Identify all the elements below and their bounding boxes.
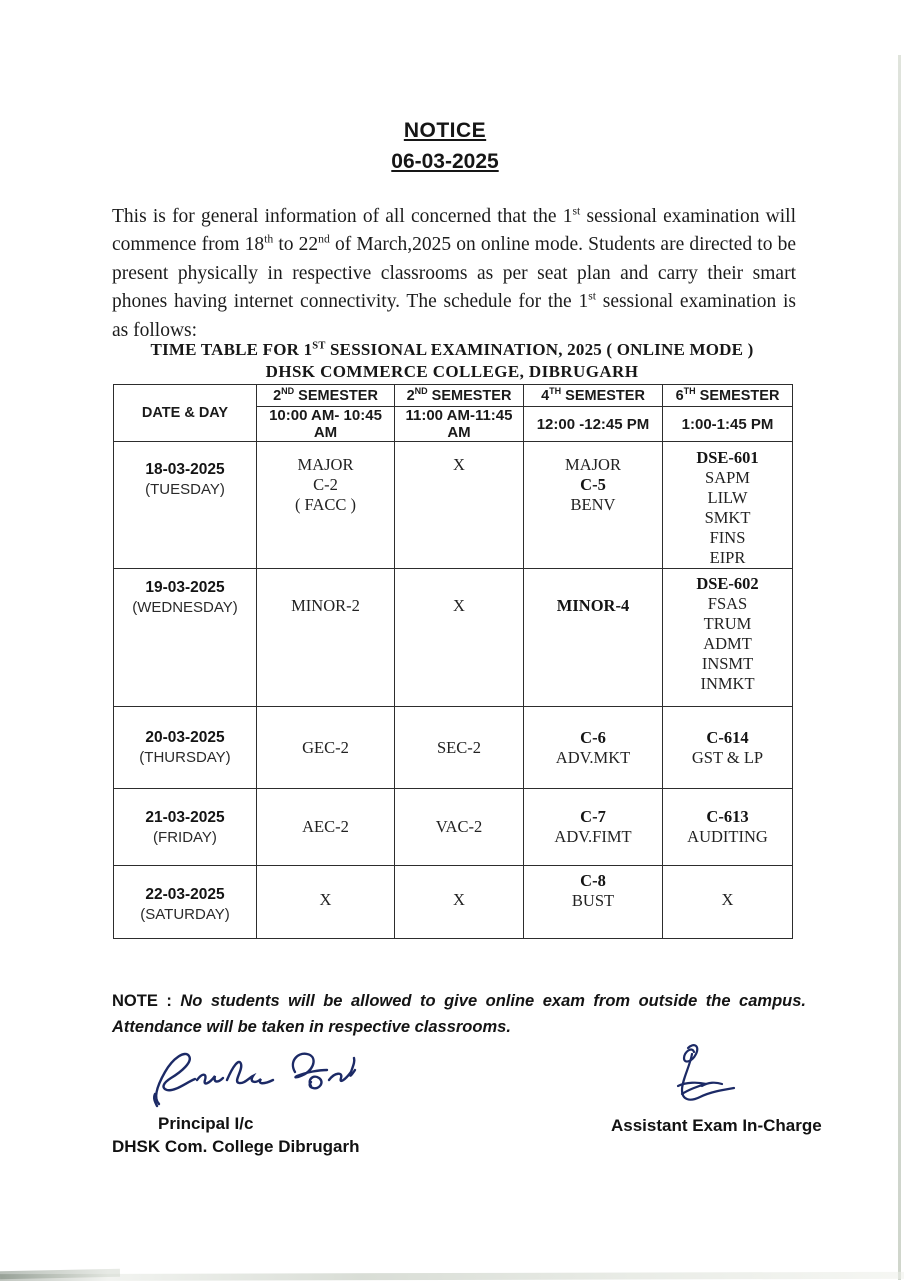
- time-header: [663, 407, 793, 442]
- subject-cell: [524, 442, 663, 569]
- subject-cell: [257, 707, 395, 789]
- subject-line: BUST: [571, 891, 615, 910]
- time-header: [524, 407, 663, 442]
- exam-day: (TUESDAY): [145, 481, 225, 498]
- subject-line: C-7: [580, 807, 606, 826]
- time-line: 10:00 AM- 10:45: [269, 407, 382, 424]
- subject-cell: [395, 442, 524, 569]
- subject-cell: [395, 707, 524, 789]
- time-line: 12:00 -12:45 PM: [536, 415, 650, 433]
- intro-paragraph: [112, 203, 796, 346]
- subject-cell: [395, 569, 524, 707]
- notice-date: 06-03-2025: [391, 150, 499, 173]
- date-cell: [114, 442, 257, 569]
- text-segment: This is for general information of all concerned that the 1: [112, 205, 573, 227]
- timetable: [113, 384, 793, 939]
- table-row: [114, 442, 793, 569]
- subject-line: EIPR: [709, 548, 746, 567]
- subject-line: GST & LP: [691, 747, 764, 767]
- subject-line: X: [453, 455, 465, 474]
- subject-line: TRUM: [703, 614, 752, 633]
- semester-header: 2ND SEMESTER: [395, 385, 524, 407]
- principal-signature: [145, 1046, 360, 1112]
- subject-cell: [524, 707, 663, 789]
- subject-cell: [257, 569, 395, 707]
- table-row: [114, 707, 793, 789]
- subject-line: DSE-601: [696, 448, 759, 467]
- exam-day: (WEDNESDAY): [132, 599, 238, 616]
- principal-org: DHSK Com. College Dibrugarh: [112, 1137, 360, 1156]
- exam-date: 18-03-2025: [145, 461, 225, 478]
- note-text: No students will be allowed to give online exam from outside the campus. Attendance will be taken in respective classrooms.: [112, 991, 806, 1036]
- subject-line: X: [453, 596, 465, 615]
- subject-line: GEC-2: [302, 737, 349, 757]
- subject-line: C-613: [706, 807, 749, 826]
- text-segment: SESSIONAL EXAMINATION, 2025 ( ONLINE MODE ): [325, 340, 754, 359]
- exam-date: 22-03-2025: [145, 886, 225, 903]
- semester-header: 6TH SEMESTER: [663, 385, 793, 407]
- subject-line: BENV: [570, 495, 616, 514]
- subject-cell: [663, 707, 793, 789]
- superscript-text: st: [572, 204, 581, 217]
- text-segment: to 22: [273, 234, 319, 256]
- subject-cell: [663, 789, 793, 866]
- subject-line: FINS: [709, 528, 746, 547]
- date-cell: [114, 789, 257, 866]
- subject-line: MAJOR: [297, 455, 354, 474]
- subject-cell: [257, 866, 395, 939]
- text-segment: sessional examination will commence from 18: [112, 205, 797, 256]
- text-segment: sessional examination is as follows:: [112, 291, 796, 341]
- timetable-container: [113, 384, 793, 939]
- subject-cell: [257, 789, 395, 866]
- subject-cell: [663, 866, 793, 939]
- principal-title: Principal I/c: [158, 1114, 254, 1133]
- superscript-text: ST: [312, 340, 326, 352]
- superscript-text: st: [588, 289, 596, 303]
- table-row: [114, 866, 793, 939]
- text-segment: TIME TABLE FOR 1: [150, 340, 313, 359]
- subject-line: MINOR-2: [291, 596, 360, 615]
- subject-cell: [395, 789, 524, 866]
- assistant-title: Assistant Exam In-Charge: [611, 1116, 822, 1135]
- subject-cell: [257, 442, 395, 569]
- exam-date: 19-03-2025: [145, 579, 225, 596]
- subject-cell: [524, 866, 663, 939]
- time-line: 11:00 AM-11:45: [405, 407, 513, 424]
- superscript-text: nd: [318, 232, 330, 246]
- subject-line: C-614: [706, 727, 749, 747]
- subject-line: INMKT: [700, 674, 755, 693]
- subject-line: X: [319, 890, 332, 909]
- time-line: 1:00-1:45 PM: [681, 415, 774, 433]
- timetable-subtitle: DHSK COMMERCE COLLEGE, DIBRUGARH: [265, 362, 639, 381]
- time-header: [257, 407, 395, 442]
- subject-line: DSE-602: [696, 574, 759, 593]
- subject-line: VAC-2: [435, 817, 483, 836]
- subject-line: X: [721, 890, 734, 909]
- subject-cell: [663, 442, 793, 569]
- subject-line: C-6: [580, 727, 606, 747]
- subject-line: LILW: [707, 488, 748, 507]
- subject-line: ADMT: [703, 634, 752, 653]
- subject-line: ( FACC ): [294, 495, 357, 514]
- subject-line: MINOR-4: [556, 596, 630, 615]
- date-cell: [114, 866, 257, 939]
- subject-line: ADV.FIMT: [554, 827, 632, 846]
- subject-cell: [524, 569, 663, 707]
- subject-line: MAJOR: [565, 455, 621, 474]
- subject-line: X: [453, 890, 465, 909]
- note-paragraph: [112, 988, 806, 1040]
- exam-day: (SATURDAY): [140, 906, 230, 923]
- scan-edge-right: [898, 55, 901, 1280]
- date-day-header: DATE & DAY: [114, 385, 257, 442]
- subject-line: AEC-2: [302, 817, 349, 836]
- subject-line: C-2: [313, 475, 338, 494]
- semester-header: 2ND SEMESTER: [257, 385, 395, 407]
- exam-day: (FRIDAY): [153, 828, 217, 846]
- exam-day: (THURSDAY): [139, 749, 231, 766]
- time-line: AM: [447, 424, 471, 441]
- table-row: [114, 569, 793, 707]
- subject-line: FSAS: [707, 594, 748, 613]
- time-header: [395, 407, 524, 442]
- text-segment: of March,2025 on online mode. Students are directed to be present physically in respective classrooms as per seat plan and carry their smart phones having internet connectivity. The schedule for the 1: [112, 234, 796, 313]
- note-label: NOTE :: [112, 991, 172, 1010]
- assistant-signature: [642, 1042, 747, 1112]
- subject-cell: [524, 789, 663, 866]
- subject-line: SEC-2: [436, 737, 481, 757]
- subject-line: AUDITING: [687, 827, 768, 846]
- subject-cell: [395, 866, 524, 939]
- date-cell: [114, 569, 257, 707]
- subject-line: ADV.MKT: [555, 747, 631, 767]
- table-row: [114, 789, 793, 866]
- subject-line: C-8: [580, 871, 606, 890]
- notice-title: NOTICE: [403, 119, 487, 142]
- exam-date: 21-03-2025: [145, 808, 225, 826]
- superscript-text: th: [264, 232, 274, 246]
- exam-date: 20-03-2025: [145, 729, 225, 746]
- date-cell: [114, 707, 257, 789]
- timetable-title: [60, 340, 844, 360]
- subject-line: SAPM: [705, 468, 750, 487]
- subject-line: SMKT: [704, 508, 751, 527]
- semester-header: 4TH SEMESTER: [524, 385, 663, 407]
- subject-cell: [663, 569, 793, 707]
- time-line: AM: [313, 424, 338, 441]
- subject-line: C-5: [580, 475, 606, 494]
- subject-line: INSMT: [701, 654, 754, 673]
